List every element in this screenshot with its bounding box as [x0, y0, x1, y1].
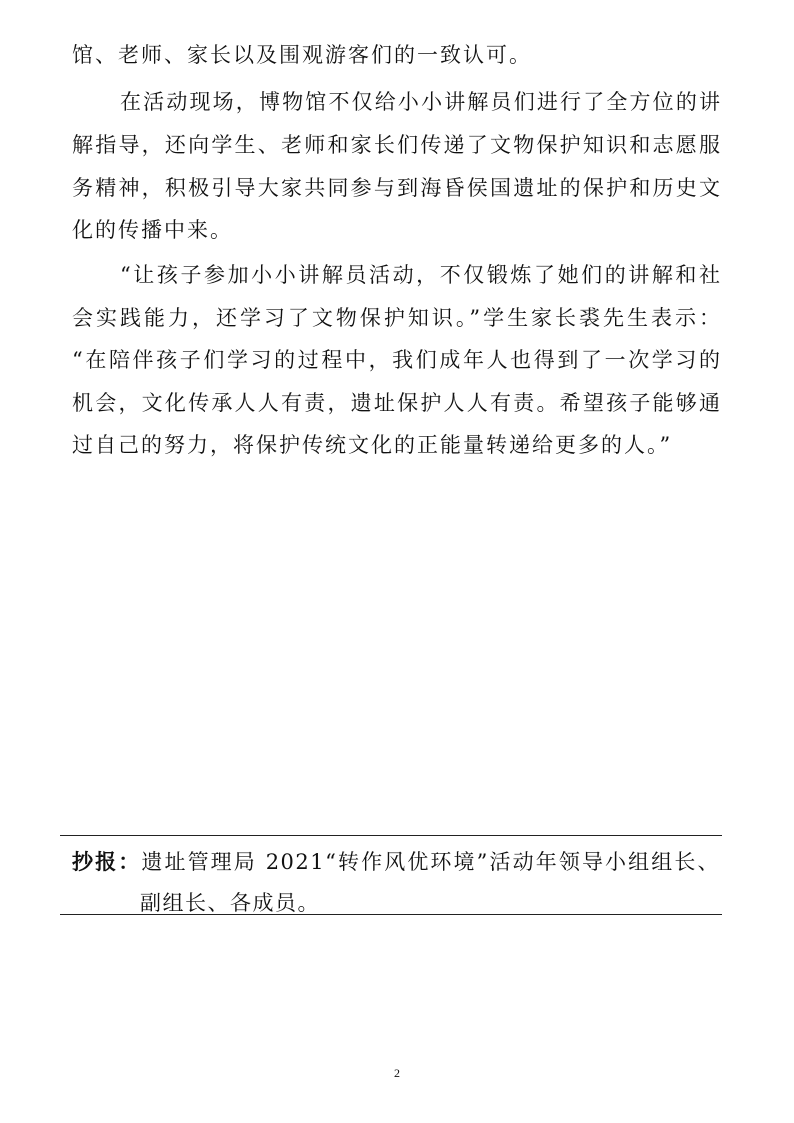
body-line: 在活动现场，博物馆不仅给小小讲解员们进行了全方位的讲 [120, 90, 722, 114]
body-line: 馆、老师、家长以及围观游客们的一致认可。 [72, 43, 532, 67]
body-line: 解指导，还向学生、老师和家长们传递了文物保护知识和志愿服 [72, 133, 722, 157]
body-line: 过自己的努力，将保护传统文化的正能量转递给更多的人。” [72, 433, 673, 457]
body-line: 机会，文化传承人人有责，遗址保护人人有责。希望孩子能够通 [72, 391, 722, 415]
body-line: “让孩子参加小小讲解员活动，不仅锻炼了她们的讲解和社 [120, 263, 722, 287]
footer-bottom-rule [60, 914, 722, 915]
cc-line [72, 847, 720, 877]
body-line: 化的传播中来。 [72, 218, 233, 242]
page-number: 2 [394, 1066, 400, 1080]
body-line: 会实践能力，还学习了文物保护知识。”学生家长裘先生表示： [72, 306, 722, 330]
footer-top-rule [60, 835, 722, 836]
body-line: 务精神，积极引导大家共同参与到海昏侯国遗址的保护和历史文 [72, 176, 722, 200]
body-line: “在陪伴孩子们学习的过程中，我们成年人也得到了一次学习的 [72, 348, 722, 372]
cc-label: 抄报： [72, 849, 142, 874]
cc-recipients-continued: 副组长、各成员。 [140, 891, 320, 915]
cc-recipients: 遗址管理局 2021“转作风优环境”活动年领导小组组长、 [141, 850, 720, 874]
